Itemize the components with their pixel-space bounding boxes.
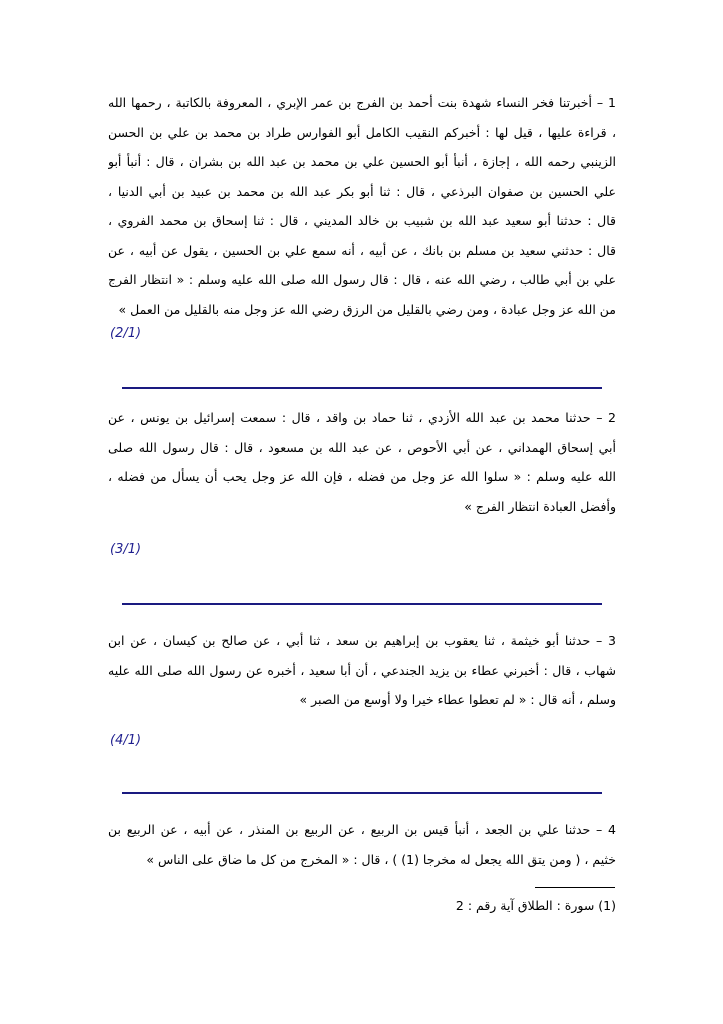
text-line: خثيم ، ( ومن يتق الله يجعل له مخرجا (1) ) ، قال : « المخرج من كل ما ضاق على الناس » [146, 851, 616, 867]
text-line: علي الحسين بن صفوان البرذعي ، قال : ثنا أبو بكر عبد الله بن محمد بن عبيد بن أبي الدنيا ، [108, 183, 616, 199]
hadith-entry-4 [108, 815, 616, 874]
footnote: (1) سورة : الطلاق آية رقم : 2 [455, 898, 616, 913]
text-line: 4 – حدثنا علي بن الجعد ، أنبأ قيس بن الربيع ، عن الربيع بن المنذر ، عن أبيه ، عن الربيع بن [108, 822, 616, 837]
text-line: 2 – حدثنا محمد بن عبد الله الأزدي ، ثنا حماد بن واقد ، قال : سمعت إسرائيل بن يونس ، عن [108, 410, 616, 425]
text-line: 3 – حدثنا أبو خيثمة ، ثنا يعقوب بن إبراهيم بن سعد ، ثنا أبي ، عن صالح بن كيسان ، عن ابن [108, 633, 616, 648]
page-reference: (3/1) [110, 542, 142, 557]
footnote-divider [535, 887, 615, 888]
text-line: وأفضل العبادة انتظار الفرج » [464, 498, 616, 514]
text-line: 1 – أخبرتنا فخر النساء شهدة بنت أحمد بن الفرج بن عمر الإبري ، المعروفة بالكاتبة ، رحمها الله [108, 95, 616, 110]
hadith-entry-3 [108, 626, 616, 715]
text-line: الزينبي رحمه الله ، إجازة ، أنبأ أبو الحسين علي بن محمد بن عبد الله بن بشران ، قال : أنبأ أبو [108, 154, 616, 169]
text-line: علي بن أبي طالب ، رضي الله عنه ، قال : قال رسول الله صلى الله عليه وسلم : « انتظار الفرج [108, 272, 616, 287]
text-line: قال : حدثنا أبو سعيد عبد الله بن شبيب بن خالد المديني ، قال : ثنا إسحاق بن محمد الفروي ، [108, 213, 616, 228]
text-line: أبي إسحاق الهمداني ، عن أبي الأحوص ، عن عبد الله بن مسعود ، قال : قال رسول الله صلى [108, 439, 616, 455]
text-line: وسلم ، أنه قال : « لم تعطوا عطاء خيرا ولا أوسع من الصبر » [299, 692, 616, 707]
section-divider [122, 603, 602, 605]
page-reference: (2/1) [110, 326, 142, 341]
text-line: الله عليه وسلم : « سلوا الله عز وجل من فضله ، فإن الله عز وجل يحب أن يسأل من فضله ، [108, 469, 616, 484]
text-line: من الله عز وجل عبادة ، ومن رضي بالقليل من الرزق رضي الله عز وجل منه بالقليل من العمل » [118, 301, 616, 317]
hadith-entry-1 [108, 88, 616, 324]
page-reference: (4/1) [110, 733, 142, 748]
text-line: ، قراءة عليها ، قيل لها : أخبركم النقيب الكامل أبو الفوارس طراد بن محمد بن علي بن الحسن [108, 124, 616, 140]
text-line: شهاب ، قال : أخبرني عطاء بن يزيد الجندعي ، أن أبا سعيد ، أخبره عن رسول الله صلى الله عليه [108, 662, 616, 678]
section-divider [122, 387, 602, 389]
text-line: قال : حدثني سعيد بن مسلم بن بانك ، عن أبيه ، أنه سمع علي بن الحسين ، يقول عن أبيه ، عن [108, 242, 616, 258]
section-divider [122, 792, 602, 794]
hadith-entry-2 [108, 403, 616, 521]
